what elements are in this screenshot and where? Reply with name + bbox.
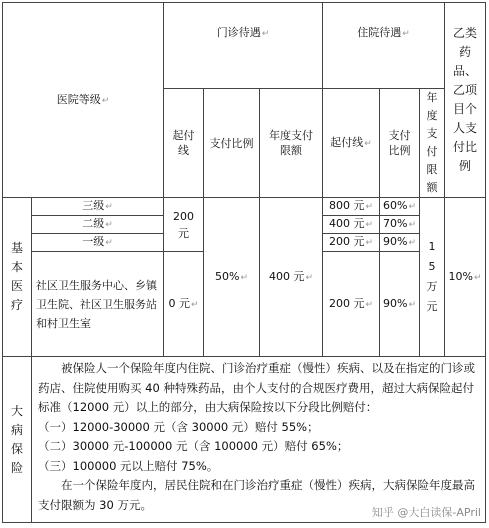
basic-medical-label: 基本医疗 xyxy=(3,198,32,357)
community-label-cell: 社区卫生服务中心、乡镇卫生院、社区卫生服务站和村卫生室 xyxy=(32,252,164,357)
serious-item: （二）30000 元-100000 元（含 100000 元）赔付 65%； xyxy=(38,439,349,453)
inpatient-header: 住院待遇↵ xyxy=(323,3,445,89)
in-ratio-cell: 70%↵ xyxy=(380,216,420,234)
out-threshold-hospital-cell: 200元 xyxy=(164,198,204,252)
serious-illness-label: 大病保险 xyxy=(3,357,32,523)
in-ratio-cell: 90%↵ xyxy=(380,234,420,252)
watermark: 知乎 @大白读保-APril xyxy=(371,506,481,519)
community-in-threshold-cell: 200 元↵ xyxy=(323,252,380,357)
out-ratio-cell: 50%↵ xyxy=(204,198,260,357)
in-annual-limit-cell: 15万元 xyxy=(420,198,445,357)
level-row-label: 一级↵ xyxy=(32,234,164,252)
in-threshold-header: 起付线↵ xyxy=(323,89,380,198)
out-annual-limit-header: 年度支付限额 xyxy=(260,89,323,198)
level-row-label: 三级↵ xyxy=(32,198,164,216)
class-b-header: 乙类药品、乙项目个人支付比例 xyxy=(445,3,486,198)
in-ratio-header: 支付比例 xyxy=(380,89,420,198)
in-ratio-cell: 60%↵ xyxy=(380,198,420,216)
community-in-ratio-cell: 90%↵ xyxy=(380,252,420,357)
in-threshold-cell: 200 元↵ xyxy=(323,234,380,252)
class-b-ratio-cell: 10%↵ xyxy=(445,198,486,357)
insurance-benefits-table xyxy=(2,2,485,524)
in-annual-limit-header: 年度支付限额 xyxy=(420,89,445,198)
level-row-label: 二级↵ xyxy=(32,216,164,234)
out-threshold-header: 起付线 xyxy=(164,89,204,198)
out-ratio-header: 支付比例 xyxy=(204,89,260,198)
outpatient-header: 门诊待遇↵ xyxy=(164,3,323,89)
hospital-level-header: 医院等级↵ xyxy=(3,3,164,198)
in-threshold-cell: 400 元↵ xyxy=(323,216,380,234)
out-annual-limit-cell: 400 元↵ xyxy=(260,198,323,357)
community-out-threshold-cell: 0 元↵ xyxy=(164,252,204,357)
serious-item: （三）100000 元以上赔付 75%。 xyxy=(38,458,219,473)
serious-p1: 被保险人一个保险年度内住院、门诊治疗重症（慢性）疾病、以及在指定的门诊或药店、住院使用购买 40 种特殊药品，由个人支付的合规医疗费用，超过大病保险起付标准（12000 元）以上的部分，由大病保险按以下分段比例赔付： xyxy=(38,361,475,414)
serious-p2: 在一个保险年度内，居民住院和在门诊治疗重症（慢性）疾病，大病保险年度最高支付限额为 30 万元。 xyxy=(38,478,475,512)
serious-illness-description xyxy=(32,357,486,523)
in-threshold-cell: 800 元↵ xyxy=(323,198,380,216)
serious-item: （一）12000-30000 元（含 30000 元）赔付 55%； xyxy=(38,419,319,434)
